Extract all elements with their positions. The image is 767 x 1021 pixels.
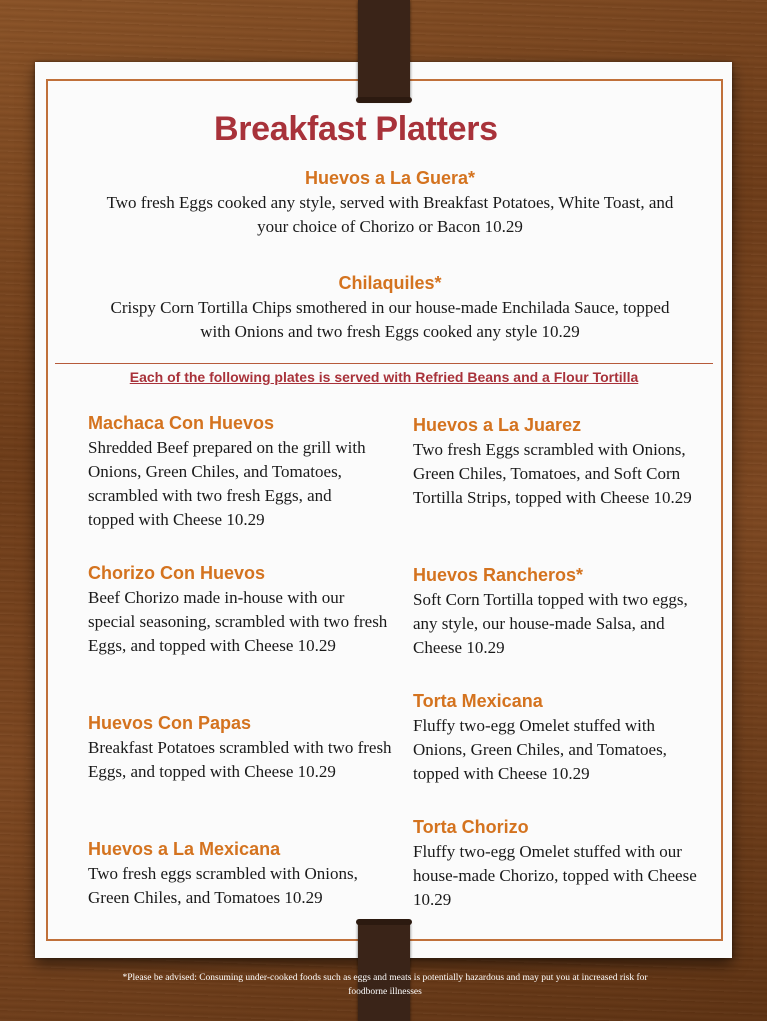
menu-item-torta-chorizo: [413, 817, 703, 912]
item-name: Huevos a La Mexicana: [88, 839, 281, 859]
top-clip: [358, 0, 410, 100]
menu-item-torta-mexicana: [413, 691, 711, 786]
item-name: Machaca Con Huevos: [88, 413, 275, 433]
item-description: Soft Corn Tortilla topped with two eggs, any style, our house-made Salsa, and Cheese 10.29: [413, 590, 688, 657]
menu-item-huevos-a-la-guera: [90, 168, 690, 239]
menu-item-chilaquiles: [90, 273, 690, 344]
menu-item-huevos-con-papas: [88, 713, 398, 784]
item-name: Huevos a La Guera*: [304, 168, 476, 188]
item-description: Two fresh Eggs cooked any style, served with Breakfast Potatoes, White Toast, and your choice of Chorizo or Bacon 10.29: [106, 193, 674, 236]
item-name: Torta Mexicana: [413, 691, 543, 711]
item-description: Fluffy two-egg Omelet stuffed with Onions, Green Chiles, and Tomatoes, topped with Cheese 10.29: [413, 716, 667, 783]
item-name: Chorizo Con Huevos: [88, 563, 266, 583]
item-description: Two fresh Eggs scrambled with Onions, Green Chiles, Tomatoes, and Soft Corn Tortilla Strips, topped with Cheese 10.29: [413, 440, 692, 507]
item-name: Chilaquiles*: [338, 273, 442, 293]
menu-item-huevos-rancheros: [413, 565, 711, 660]
page-title: Breakfast Platters: [214, 110, 498, 148]
sides-notice: Each of the following plates is served with Refried Beans and a Flour Tortilla: [129, 369, 639, 385]
item-description: Fluffy two-egg Omelet stuffed with our house-made Chorizo, topped with Cheese 10.29: [413, 842, 697, 909]
menu-item-machaca-con-huevos: [88, 413, 380, 532]
item-name: Huevos Rancheros*: [413, 565, 584, 585]
item-description: Breakfast Potatoes scrambled with two fresh Eggs, and topped with Cheese 10.29: [88, 738, 392, 781]
item-name: Huevos a La Juarez: [413, 415, 582, 435]
section-divider: [55, 363, 713, 364]
item-name: Torta Chorizo: [413, 817, 529, 837]
health-advisory-footnote: *Please be advised: Consuming under-cooked foods such as eggs and meats is potentially hazardous and may put you at increased risk for foodborne illnesses: [122, 973, 648, 997]
item-description: Beef Chorizo made in-house with our special seasoning, scrambled with two fresh Eggs, and topped with Cheese 10.29: [88, 588, 388, 655]
menu-item-huevos-a-la-juarez: [413, 415, 711, 510]
menu-item-chorizo-con-huevos: [88, 563, 388, 658]
menu-item-huevos-a-la-mexicana: [88, 839, 386, 910]
item-name: Huevos Con Papas: [88, 713, 252, 733]
item-description: Shredded Beef prepared on the grill with Onions, Green Chiles, and Tomatoes, scrambled with two fresh Eggs, and topped with Cheese 10.29: [88, 438, 366, 529]
item-description: Two fresh eggs scrambled with Onions, Green Chiles, and Tomatoes 10.29: [88, 864, 358, 907]
item-description: Crispy Corn Tortilla Chips smothered in our house-made Enchilada Sauce, topped with Onions and two fresh Eggs cooked any style 10.29: [110, 298, 670, 341]
